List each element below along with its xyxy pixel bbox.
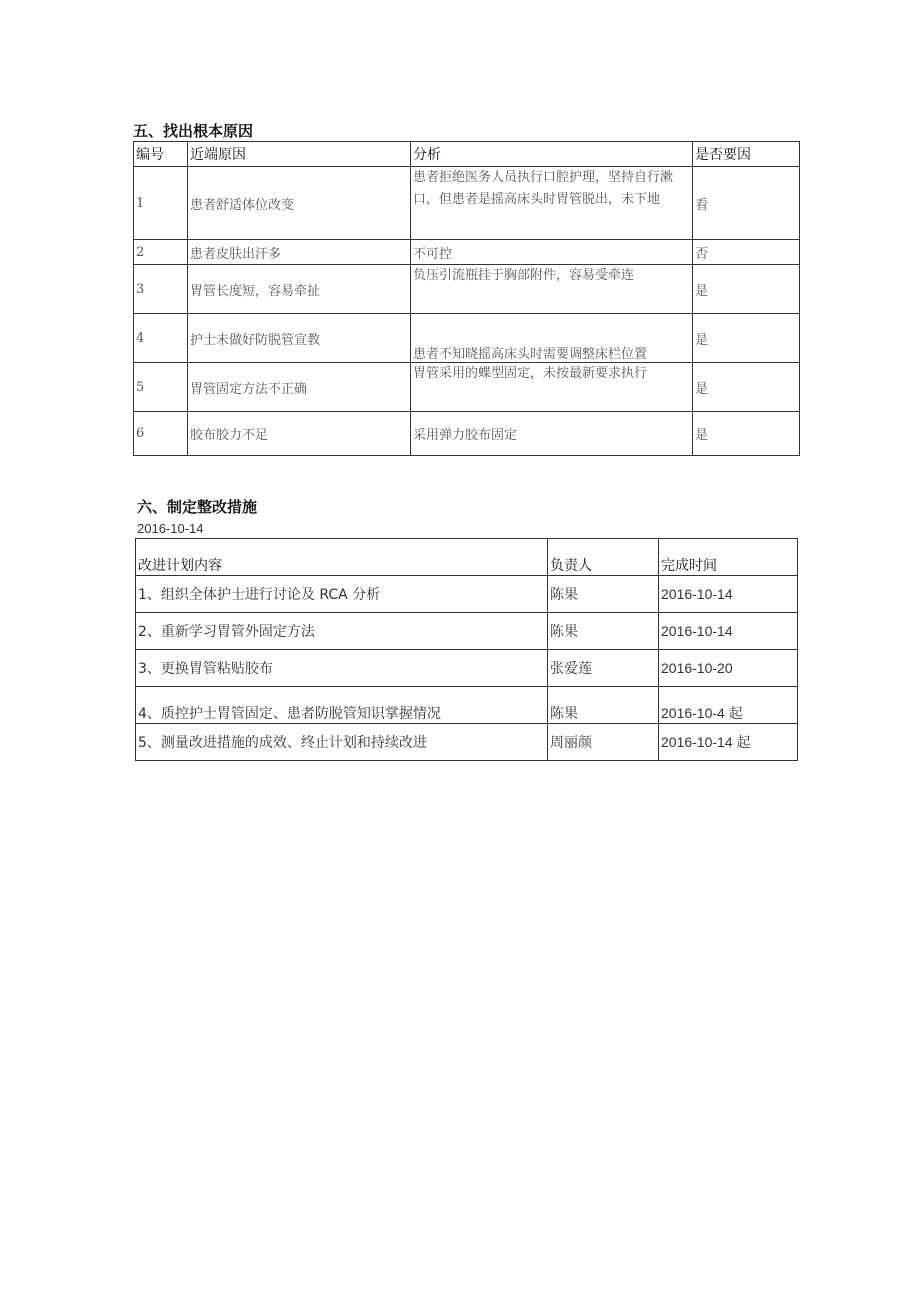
cell-time: 2016-10-20: [659, 650, 798, 687]
cell-content: 1、组织全体护士进行讨论及 RCA 分析: [136, 576, 548, 613]
cell-person: 陈果: [548, 687, 659, 724]
table-row: [134, 240, 800, 265]
table-row: [134, 167, 800, 240]
table-row: [134, 314, 800, 363]
cell-cause: 胶布胶力不足: [188, 412, 411, 456]
section6-title: 六、制定整改措施: [137, 498, 258, 516]
header-no: 编号: [134, 142, 188, 167]
cell-cause: 胃管固定方法不正确: [188, 363, 411, 412]
cell-no: 3: [134, 265, 188, 314]
table-row: [134, 363, 800, 412]
table-row: [136, 687, 798, 724]
cell-analysis: 患者拒绝医务人员执行口腔护理，坚持自行漱口，但患者是摇高床头时胃管脱出，未下地: [411, 167, 693, 240]
cell-time: 2016-10-4 起: [659, 687, 798, 724]
cell-analysis: 胃管采用的蝶型固定，未按最新要求执行: [411, 363, 693, 412]
cell-key: 是: [693, 412, 800, 456]
improvement-plan-table: [135, 538, 798, 761]
cell-time: 2016-10-14: [659, 613, 798, 650]
cell-cause: 护士未做好防脱管宣教: [188, 314, 411, 363]
cell-person: 周丽颜: [548, 724, 659, 761]
cell-cause: 胃管长度短，容易牵扯: [188, 265, 411, 314]
header-time: 完成时间: [659, 539, 798, 576]
cell-content: 4、质控护士胃管固定、患者防脱管知识掌握情况: [136, 687, 548, 724]
cell-cause: 患者舒适体位改变: [188, 167, 411, 240]
cell-no: 4: [134, 314, 188, 363]
table-row: [136, 576, 798, 613]
cell-person: 陈果: [548, 576, 659, 613]
root-cause-table: [133, 141, 800, 456]
section6-date: 2016-10-14: [137, 521, 204, 536]
cell-content: 3、更换胃管粘贴胶布: [136, 650, 548, 687]
section5-title: 五、找出根本原因: [133, 122, 254, 140]
cell-analysis: 负压引流瓶挂于胸部附件，容易受牵连: [411, 265, 693, 314]
cell-content: 2、重新学习胃管外固定方法: [136, 613, 548, 650]
header-key: 是否要因: [693, 142, 800, 167]
table-row: [136, 613, 798, 650]
cell-key: 是: [693, 363, 800, 412]
cell-cause: 患者皮肤出汗多: [188, 240, 411, 265]
table-row: [134, 412, 800, 456]
cell-content: 5、测量改进措施的成效、终止计划和持续改进: [136, 724, 548, 761]
table-header-row: [136, 539, 798, 576]
table-row: [136, 724, 798, 761]
table-header-row: [134, 142, 800, 167]
cell-key: 是: [693, 265, 800, 314]
cell-time: 2016-10-14: [659, 576, 798, 613]
header-person: 负责人: [548, 539, 659, 576]
cell-analysis: 采用弹力胶布固定: [411, 412, 693, 456]
cell-no: 2: [134, 240, 188, 265]
header-content: 改进计划内容: [136, 539, 548, 576]
cell-analysis: 患者不知晓摇高床头时需要调整床栏位置: [411, 314, 693, 363]
cell-no: 1: [134, 167, 188, 240]
cell-time: 2016-10-14 起: [659, 724, 798, 761]
cell-key: 看: [693, 167, 800, 240]
cell-key: 是: [693, 314, 800, 363]
cell-no: 6: [134, 412, 188, 456]
cell-person: 陈果: [548, 613, 659, 650]
table-row: [134, 265, 800, 314]
cell-analysis: 不可控: [411, 240, 693, 265]
table-row: [136, 650, 798, 687]
cell-person: 张爱莲: [548, 650, 659, 687]
header-cause: 近端原因: [188, 142, 411, 167]
header-analysis: 分析: [411, 142, 693, 167]
cell-key: 否: [693, 240, 800, 265]
cell-no: 5: [134, 363, 188, 412]
